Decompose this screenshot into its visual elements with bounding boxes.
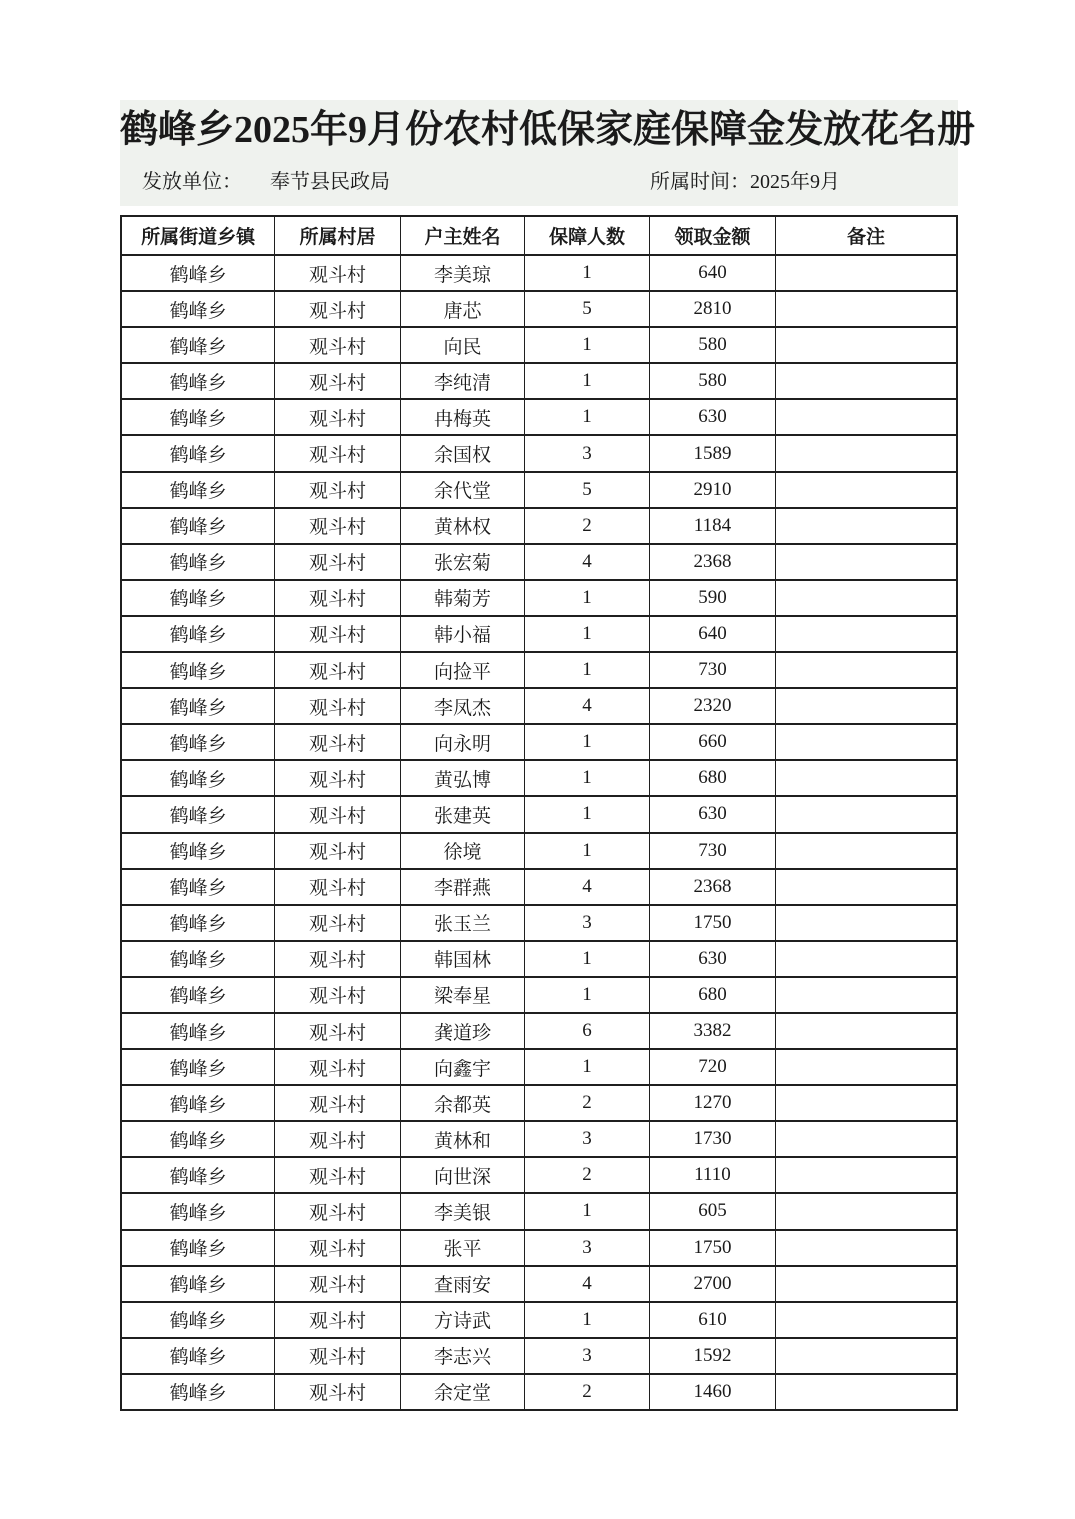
cell-village: 观斗村 bbox=[275, 580, 400, 616]
cell-township: 鹤峰乡 bbox=[121, 1338, 275, 1374]
cell-remark bbox=[776, 1013, 957, 1049]
cell-householder-name: 李美银 bbox=[400, 1193, 525, 1229]
cell-householder-name: 余代堂 bbox=[400, 472, 525, 508]
cell-remark bbox=[776, 1157, 957, 1193]
cell-householder-name: 张建英 bbox=[400, 796, 525, 832]
cell-householder-name: 李志兴 bbox=[400, 1338, 525, 1374]
cell-guaranteed-count: 1 bbox=[525, 724, 650, 760]
cell-township: 鹤峰乡 bbox=[121, 652, 275, 688]
cell-householder-name: 余都英 bbox=[400, 1085, 525, 1121]
column-header-householder: 户主姓名 bbox=[400, 216, 525, 255]
table-row bbox=[121, 1193, 957, 1229]
cell-township: 鹤峰乡 bbox=[121, 363, 275, 399]
cell-guaranteed-count: 1 bbox=[525, 327, 650, 363]
document-header bbox=[120, 100, 976, 206]
cell-guaranteed-count: 1 bbox=[525, 616, 650, 652]
table-row bbox=[121, 652, 957, 688]
cell-guaranteed-count: 1 bbox=[525, 652, 650, 688]
cell-remark bbox=[776, 435, 957, 471]
cell-amount: 2368 bbox=[649, 869, 775, 905]
cell-township: 鹤峰乡 bbox=[121, 255, 275, 291]
cell-guaranteed-count: 4 bbox=[525, 1266, 650, 1302]
cell-village: 观斗村 bbox=[275, 688, 400, 724]
cell-guaranteed-count: 1 bbox=[525, 1302, 650, 1338]
cell-township: 鹤峰乡 bbox=[121, 616, 275, 652]
cell-remark bbox=[776, 760, 957, 796]
cell-householder-name: 李纯清 bbox=[400, 363, 525, 399]
cell-amount: 630 bbox=[649, 796, 775, 832]
cell-guaranteed-count: 1 bbox=[525, 399, 650, 435]
cell-village: 观斗村 bbox=[275, 363, 400, 399]
cell-township: 鹤峰乡 bbox=[121, 941, 275, 977]
cell-householder-name: 龚道珍 bbox=[400, 1013, 525, 1049]
cell-township: 鹤峰乡 bbox=[121, 1013, 275, 1049]
cell-amount: 1184 bbox=[649, 508, 775, 544]
cell-township: 鹤峰乡 bbox=[121, 580, 275, 616]
table-row bbox=[121, 1121, 957, 1157]
table-row bbox=[121, 435, 957, 471]
cell-township: 鹤峰乡 bbox=[121, 472, 275, 508]
cell-remark bbox=[776, 1266, 957, 1302]
column-header-village: 所属村居 bbox=[275, 216, 400, 255]
table-header-row bbox=[121, 216, 957, 255]
cell-guaranteed-count: 1 bbox=[525, 580, 650, 616]
cell-village: 观斗村 bbox=[275, 1085, 400, 1121]
cell-amount: 2910 bbox=[649, 472, 775, 508]
cell-guaranteed-count: 5 bbox=[525, 472, 650, 508]
cell-village: 观斗村 bbox=[275, 796, 400, 832]
cell-householder-name: 向民 bbox=[400, 327, 525, 363]
table-row bbox=[121, 1266, 957, 1302]
cell-remark bbox=[776, 1121, 957, 1157]
cell-township: 鹤峰乡 bbox=[121, 508, 275, 544]
cell-amount: 590 bbox=[649, 580, 775, 616]
table-row bbox=[121, 544, 957, 580]
cell-householder-name: 黄林权 bbox=[400, 508, 525, 544]
cell-guaranteed-count: 1 bbox=[525, 1049, 650, 1085]
cell-amount: 730 bbox=[649, 833, 775, 869]
cell-guaranteed-count: 3 bbox=[525, 435, 650, 471]
cell-remark bbox=[776, 1193, 957, 1229]
cell-township: 鹤峰乡 bbox=[121, 435, 275, 471]
cell-guaranteed-count: 1 bbox=[525, 796, 650, 832]
table-row bbox=[121, 1157, 957, 1193]
cell-amount: 640 bbox=[649, 255, 775, 291]
cell-guaranteed-count: 3 bbox=[525, 1121, 650, 1157]
table-row bbox=[121, 688, 957, 724]
cell-village: 观斗村 bbox=[275, 291, 400, 327]
cell-remark bbox=[776, 363, 957, 399]
table-row bbox=[121, 291, 957, 327]
cell-village: 观斗村 bbox=[275, 833, 400, 869]
cell-township: 鹤峰乡 bbox=[121, 796, 275, 832]
cell-householder-name: 查雨安 bbox=[400, 1266, 525, 1302]
cell-amount: 730 bbox=[649, 652, 775, 688]
table-row bbox=[121, 1049, 957, 1085]
cell-village: 观斗村 bbox=[275, 255, 400, 291]
period-label: 所属时间： bbox=[650, 171, 750, 193]
cell-remark bbox=[776, 869, 957, 905]
cell-amount: 1270 bbox=[649, 1085, 775, 1121]
cell-village: 观斗村 bbox=[275, 724, 400, 760]
issuer-label: 发放单位： bbox=[142, 171, 242, 193]
table-row bbox=[121, 508, 957, 544]
table-row bbox=[121, 1085, 957, 1121]
table-row bbox=[121, 616, 957, 652]
cell-amount: 640 bbox=[649, 616, 775, 652]
table-row bbox=[121, 363, 957, 399]
cell-village: 观斗村 bbox=[275, 905, 400, 941]
cell-guaranteed-count: 1 bbox=[525, 760, 650, 796]
cell-township: 鹤峰乡 bbox=[121, 1157, 275, 1193]
cell-village: 观斗村 bbox=[275, 1121, 400, 1157]
column-header-amount: 领取金额 bbox=[649, 216, 775, 255]
cell-remark bbox=[776, 724, 957, 760]
cell-amount: 1750 bbox=[649, 1230, 775, 1266]
cell-village: 观斗村 bbox=[275, 1302, 400, 1338]
cell-village: 观斗村 bbox=[275, 435, 400, 471]
cell-remark bbox=[776, 1230, 957, 1266]
table-row bbox=[121, 1374, 957, 1410]
table-row bbox=[121, 760, 957, 796]
meta-row bbox=[120, 154, 958, 194]
table-row bbox=[121, 977, 957, 1013]
cell-remark bbox=[776, 1085, 957, 1121]
cell-village: 观斗村 bbox=[275, 472, 400, 508]
cell-township: 鹤峰乡 bbox=[121, 399, 275, 435]
cell-guaranteed-count: 2 bbox=[525, 1157, 650, 1193]
cell-householder-name: 韩小福 bbox=[400, 616, 525, 652]
cell-householder-name: 张玉兰 bbox=[400, 905, 525, 941]
cell-village: 观斗村 bbox=[275, 1157, 400, 1193]
cell-guaranteed-count: 4 bbox=[525, 869, 650, 905]
issuer-field bbox=[142, 170, 390, 194]
cell-householder-name: 向世深 bbox=[400, 1157, 525, 1193]
cell-remark bbox=[776, 544, 957, 580]
cell-remark bbox=[776, 255, 957, 291]
table-row bbox=[121, 1230, 957, 1266]
cell-village: 观斗村 bbox=[275, 508, 400, 544]
cell-remark bbox=[776, 1049, 957, 1085]
table-row bbox=[121, 472, 957, 508]
cell-remark bbox=[776, 941, 957, 977]
cell-householder-name: 向捡平 bbox=[400, 652, 525, 688]
table-row bbox=[121, 255, 957, 291]
cell-householder-name: 冉梅英 bbox=[400, 399, 525, 435]
cell-village: 观斗村 bbox=[275, 1013, 400, 1049]
cell-amount: 580 bbox=[649, 327, 775, 363]
cell-remark bbox=[776, 580, 957, 616]
cell-township: 鹤峰乡 bbox=[121, 1374, 275, 1410]
cell-householder-name: 余国权 bbox=[400, 435, 525, 471]
cell-township: 鹤峰乡 bbox=[121, 544, 275, 580]
column-header-remark: 备注 bbox=[776, 216, 957, 255]
cell-village: 观斗村 bbox=[275, 760, 400, 796]
cell-village: 观斗村 bbox=[275, 1193, 400, 1229]
cell-village: 观斗村 bbox=[275, 869, 400, 905]
cell-amount: 1592 bbox=[649, 1338, 775, 1374]
column-header-count: 保障人数 bbox=[525, 216, 650, 255]
cell-guaranteed-count: 1 bbox=[525, 977, 650, 1013]
table-row bbox=[121, 905, 957, 941]
table-row bbox=[121, 399, 957, 435]
cell-amount: 2368 bbox=[649, 544, 775, 580]
cell-guaranteed-count: 1 bbox=[525, 255, 650, 291]
cell-householder-name: 张宏菊 bbox=[400, 544, 525, 580]
cell-township: 鹤峰乡 bbox=[121, 724, 275, 760]
cell-township: 鹤峰乡 bbox=[121, 869, 275, 905]
cell-amount: 1110 bbox=[649, 1157, 775, 1193]
cell-remark bbox=[776, 652, 957, 688]
table-body bbox=[121, 255, 957, 1410]
page-title: 鹤峰乡2025年9月份农村低保家庭保障金发放花名册 bbox=[120, 109, 976, 151]
table-row bbox=[121, 869, 957, 905]
cell-remark bbox=[776, 833, 957, 869]
cell-amount: 2320 bbox=[649, 688, 775, 724]
cell-amount: 1460 bbox=[649, 1374, 775, 1410]
cell-township: 鹤峰乡 bbox=[121, 905, 275, 941]
cell-householder-name: 黄林和 bbox=[400, 1121, 525, 1157]
table-row bbox=[121, 796, 957, 832]
cell-amount: 1730 bbox=[649, 1121, 775, 1157]
cell-householder-name: 黄弘博 bbox=[400, 760, 525, 796]
cell-village: 观斗村 bbox=[275, 616, 400, 652]
cell-village: 观斗村 bbox=[275, 399, 400, 435]
cell-remark bbox=[776, 291, 957, 327]
cell-township: 鹤峰乡 bbox=[121, 688, 275, 724]
cell-remark bbox=[776, 1374, 957, 1410]
cell-village: 观斗村 bbox=[275, 977, 400, 1013]
cell-amount: 610 bbox=[649, 1302, 775, 1338]
cell-amount: 580 bbox=[649, 363, 775, 399]
cell-remark bbox=[776, 616, 957, 652]
cell-amount: 630 bbox=[649, 941, 775, 977]
cell-guaranteed-count: 1 bbox=[525, 833, 650, 869]
cell-householder-name: 梁奉星 bbox=[400, 977, 525, 1013]
cell-householder-name: 方诗武 bbox=[400, 1302, 525, 1338]
cell-householder-name: 唐芯 bbox=[400, 291, 525, 327]
table-row bbox=[121, 327, 957, 363]
cell-householder-name: 张平 bbox=[400, 1230, 525, 1266]
cell-village: 观斗村 bbox=[275, 1266, 400, 1302]
cell-guaranteed-count: 2 bbox=[525, 508, 650, 544]
period-value: 2025年9月 bbox=[750, 171, 840, 193]
cell-village: 观斗村 bbox=[275, 327, 400, 363]
cell-amount: 2700 bbox=[649, 1266, 775, 1302]
cell-township: 鹤峰乡 bbox=[121, 1266, 275, 1302]
column-header-township: 所属街道乡镇 bbox=[121, 216, 275, 255]
cell-amount: 605 bbox=[649, 1193, 775, 1229]
cell-township: 鹤峰乡 bbox=[121, 1302, 275, 1338]
cell-remark bbox=[776, 796, 957, 832]
cell-remark bbox=[776, 508, 957, 544]
table-row bbox=[121, 833, 957, 869]
cell-householder-name: 韩菊芳 bbox=[400, 580, 525, 616]
cell-guaranteed-count: 2 bbox=[525, 1085, 650, 1121]
cell-township: 鹤峰乡 bbox=[121, 291, 275, 327]
cell-amount: 3382 bbox=[649, 1013, 775, 1049]
cell-remark bbox=[776, 1338, 957, 1374]
cell-guaranteed-count: 4 bbox=[525, 688, 650, 724]
table-row bbox=[121, 1013, 957, 1049]
table-row bbox=[121, 941, 957, 977]
cell-householder-name: 余定堂 bbox=[400, 1374, 525, 1410]
cell-township: 鹤峰乡 bbox=[121, 1049, 275, 1085]
cell-remark bbox=[776, 977, 957, 1013]
table-row bbox=[121, 724, 957, 760]
cell-guaranteed-count: 1 bbox=[525, 1193, 650, 1229]
cell-guaranteed-count: 3 bbox=[525, 1230, 650, 1266]
table-row bbox=[121, 580, 957, 616]
cell-amount: 630 bbox=[649, 399, 775, 435]
cell-village: 观斗村 bbox=[275, 1230, 400, 1266]
cell-village: 观斗村 bbox=[275, 941, 400, 977]
cell-village: 观斗村 bbox=[275, 1374, 400, 1410]
table-row bbox=[121, 1338, 957, 1374]
cell-householder-name: 向鑫宇 bbox=[400, 1049, 525, 1085]
cell-village: 观斗村 bbox=[275, 652, 400, 688]
cell-township: 鹤峰乡 bbox=[121, 327, 275, 363]
cell-amount: 660 bbox=[649, 724, 775, 760]
cell-householder-name: 徐境 bbox=[400, 833, 525, 869]
cell-remark bbox=[776, 399, 957, 435]
cell-householder-name: 李美琼 bbox=[400, 255, 525, 291]
cell-guaranteed-count: 2 bbox=[525, 1374, 650, 1410]
cell-guaranteed-count: 3 bbox=[525, 1338, 650, 1374]
cell-remark bbox=[776, 1302, 957, 1338]
cell-guaranteed-count: 5 bbox=[525, 291, 650, 327]
cell-remark bbox=[776, 472, 957, 508]
cell-village: 观斗村 bbox=[275, 544, 400, 580]
cell-householder-name: 韩国林 bbox=[400, 941, 525, 977]
cell-amount: 1750 bbox=[649, 905, 775, 941]
cell-amount: 1589 bbox=[649, 435, 775, 471]
table-row bbox=[121, 1302, 957, 1338]
cell-remark bbox=[776, 327, 957, 363]
cell-township: 鹤峰乡 bbox=[121, 1230, 275, 1266]
cell-amount: 720 bbox=[649, 1049, 775, 1085]
cell-guaranteed-count: 3 bbox=[525, 905, 650, 941]
cell-township: 鹤峰乡 bbox=[121, 1085, 275, 1121]
period-field bbox=[650, 170, 840, 194]
issuer-value: 奉节县民政局 bbox=[270, 171, 390, 193]
cell-householder-name: 向永明 bbox=[400, 724, 525, 760]
cell-township: 鹤峰乡 bbox=[121, 1193, 275, 1229]
cell-village: 观斗村 bbox=[275, 1338, 400, 1374]
cell-township: 鹤峰乡 bbox=[121, 977, 275, 1013]
cell-remark bbox=[776, 688, 957, 724]
cell-remark bbox=[776, 905, 957, 941]
cell-village: 观斗村 bbox=[275, 1049, 400, 1085]
cell-householder-name: 李凤杰 bbox=[400, 688, 525, 724]
cell-township: 鹤峰乡 bbox=[121, 760, 275, 796]
cell-householder-name: 李群燕 bbox=[400, 869, 525, 905]
cell-guaranteed-count: 6 bbox=[525, 1013, 650, 1049]
roster-table bbox=[120, 215, 958, 1411]
cell-amount: 2810 bbox=[649, 291, 775, 327]
cell-guaranteed-count: 1 bbox=[525, 363, 650, 399]
cell-amount: 680 bbox=[649, 977, 775, 1013]
cell-township: 鹤峰乡 bbox=[121, 833, 275, 869]
cell-guaranteed-count: 1 bbox=[525, 941, 650, 977]
cell-guaranteed-count: 4 bbox=[525, 544, 650, 580]
cell-amount: 680 bbox=[649, 760, 775, 796]
cell-township: 鹤峰乡 bbox=[121, 1121, 275, 1157]
